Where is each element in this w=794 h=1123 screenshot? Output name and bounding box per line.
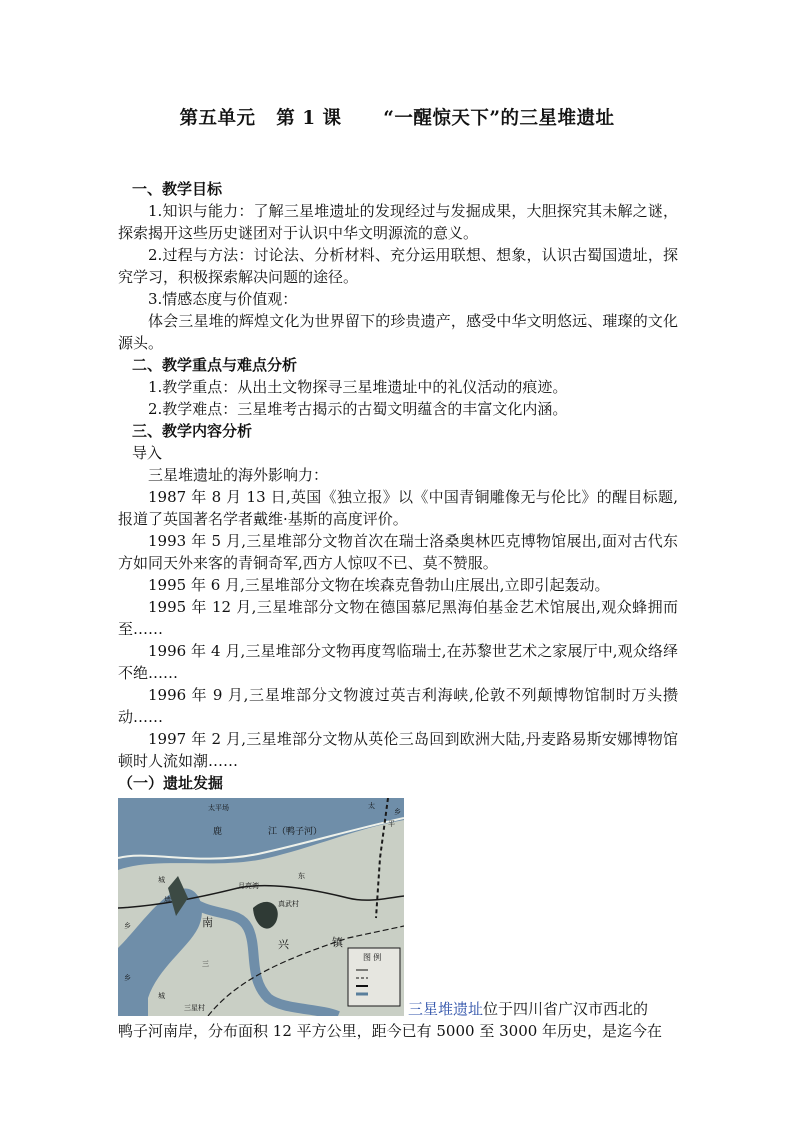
paragraph-14: 1995 年 12 月,三星堆部分文物在德国慕尼黑海伯基金艺术馆展出,观众蜂拥而至…… — [118, 598, 678, 638]
map-label-zhen: 镇 — [332, 937, 343, 949]
paragraph-6: 1.教学重点：从出土文物探寻三星堆遗址中的礼仪活动的痕迹。 — [148, 378, 568, 396]
paragraph-17: 1997 年 2 月,三星堆部分文物从英伦三岛回到欧洲大陆,丹麦路易斯安娜博物馆顿时人流如潮…… — [118, 730, 678, 770]
map-label-top1: 太平场 — [208, 805, 229, 812]
map-label-river: 鹿 — [213, 826, 223, 836]
map-label-village: 真武村 — [278, 901, 299, 908]
map-label-city2: 墙 — [164, 897, 171, 904]
map-label-south: 南 — [202, 917, 213, 929]
map-label-right-top: 乡 — [394, 809, 401, 816]
last-paragraph-line: 鸭子河南岸，分布面积 12 平方公里，距今已有 5000 至 3000 年历史，是迄今在 — [118, 1022, 663, 1040]
paragraph-3: 3.情感态度与价值观： — [148, 290, 298, 308]
map-label-east: 东 — [298, 873, 305, 880]
paragraph-18: （一）遗址发掘 — [118, 774, 224, 792]
map-label-left-xiang2: 乡 — [124, 975, 131, 982]
map-label-left-xiang: 乡 — [124, 923, 131, 930]
map-label-yu: 月亮湾 — [238, 883, 259, 890]
map-caption-line — [408, 998, 648, 1020]
page-title: 第五单元 第 1 课 “一醒惊天下”的三星堆遗址 — [179, 108, 615, 129]
sanxingdui-link[interactable]: 三星堆遗址 — [408, 1000, 484, 1018]
paragraph-11: 1987 年 8 月 13 日,英国《独立报》以《中国青铜雕像无与伦比》的醒目标题,报道了英国著名学者戴维·基斯的高度评价。 — [118, 488, 678, 528]
text-sections — [118, 178, 678, 794]
map-label-xing: 兴 — [278, 939, 289, 951]
map-row — [118, 798, 678, 1020]
paragraph-15: 1996 年 4 月,三星堆部分文物再度驾临瑞士,在苏黎世艺术之家展厅中,观众络绎不绝…… — [118, 642, 678, 682]
map-label-river2: 江（鸭子河） — [268, 826, 323, 836]
paragraph-8: 三、教学内容分析 — [132, 422, 253, 440]
map-label-city1: 城 — [158, 877, 165, 884]
paragraph-5: 二、教学重点与难点分析 — [132, 356, 298, 374]
site-map-svg — [118, 798, 404, 1016]
paragraph-2: 2.过程与方法：讨论法、分析材料、充分运用联想、想象，认识古蜀国遗址，探究学习，积极探索解决问题的途径。 — [118, 246, 678, 286]
map-label-top2: 太 — [368, 803, 375, 810]
paragraph-1: 1.知识与能力：了解三星堆遗址的发现经过与发掘成果，大胆探究其未解之谜，探索揭开这些历史谜团对于认识中华文明源流的意义。 — [118, 202, 678, 242]
document-body — [118, 178, 678, 1042]
map-label-bottom: 三星村 — [184, 1005, 205, 1012]
map-label-wall-s: 城 — [158, 993, 165, 1000]
paragraph-9: 导入 — [132, 444, 163, 462]
paragraph-16: 1996 年 9 月,三星堆部分文物渡过英吉利海峡,伦敦不列颠博物馆制时万头攒动…… — [118, 686, 678, 726]
legend-title: 图 例 — [363, 953, 382, 962]
paragraph-0: 一、教学目标 — [132, 180, 223, 198]
paragraph-4: 体会三星堆的辉煌文化为世界留下的珍贵遗产，感受中华文明悠远、璀璨的文化源头。 — [118, 312, 678, 352]
map-label-top3: 平 — [388, 821, 395, 828]
paragraph-13: 1995 年 6 月,三星堆部分文物在埃森克鲁勃山庄展出,立即引起轰动。 — [148, 576, 610, 594]
caption-rest: 位于四川省广汉市西北的 — [483, 1000, 649, 1018]
paragraph-7: 2.教学难点：三星堆考古揭示的古蜀文明蕴含的丰富文化内涵。 — [148, 400, 568, 418]
map-label-sanxing: 三 — [202, 961, 209, 968]
paragraph-12: 1993 年 5 月,三星堆部分文物首次在瑞士洛桑奥林匹克博物馆展出,面对古代东方如同天外来客的青铜奇军,西方人惊叹不已、莫不赞服。 — [118, 532, 678, 572]
site-map-image — [118, 798, 404, 1016]
paragraph-10: 三星堆遗址的海外影响力： — [148, 466, 329, 484]
